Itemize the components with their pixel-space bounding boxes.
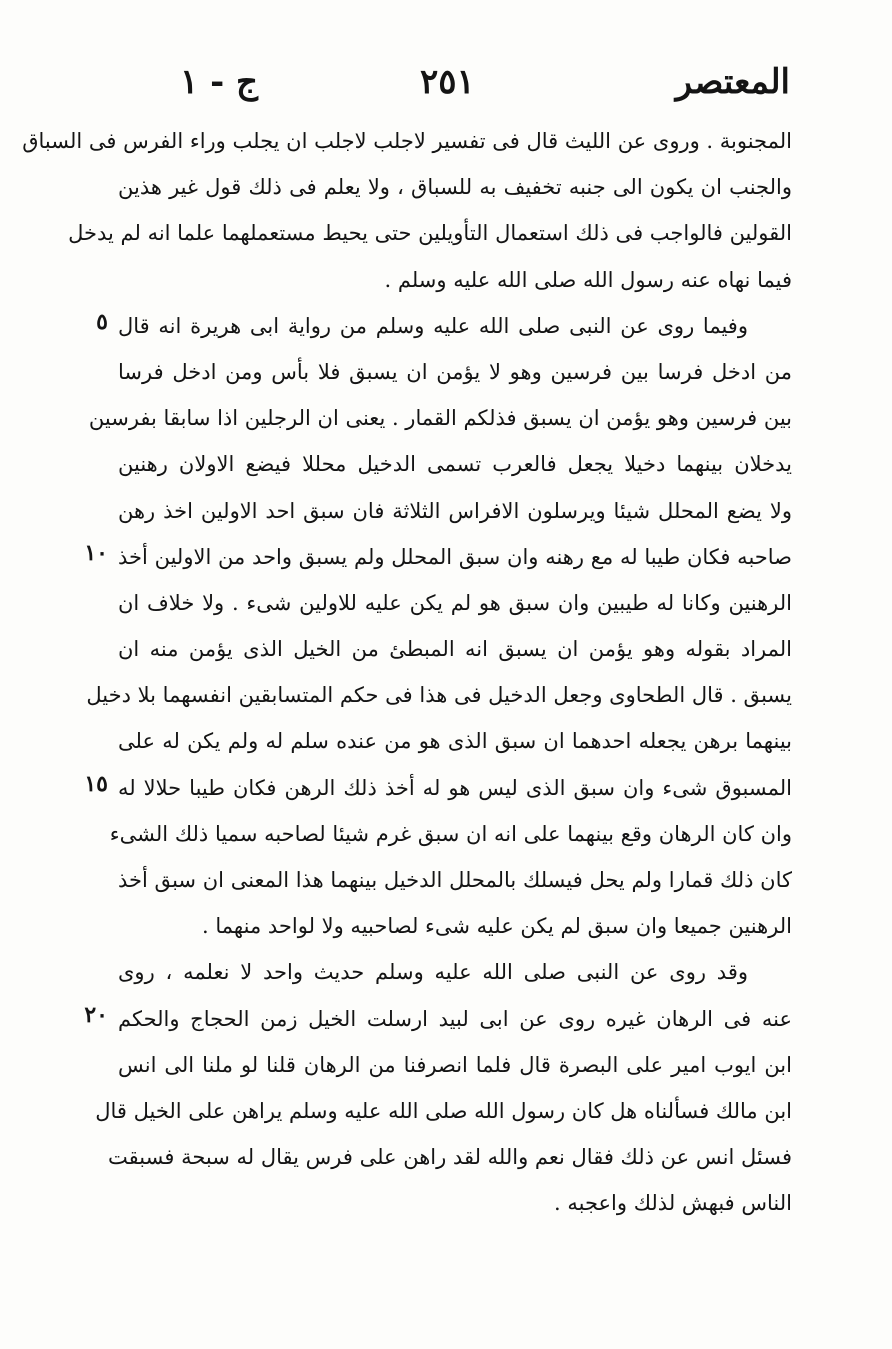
text-line: المسبوق شىء وان سبق الذى ليس هو له أخذ ذلك الرهن فكان طيبا حلالا له bbox=[118, 775, 792, 800]
text-line: كان ذلك قمارا ولم يحل فيسلك بالمحلل الدخيل بينهما هذا المعنى ان سبق أخذ bbox=[118, 868, 792, 892]
text-line: المراد بقوله وهو يؤمن ان يسبق انه المبطئ من الخيل الذى يؤمن منه ان bbox=[118, 637, 792, 662]
text-line: فسئل انس عن ذلك فقال نعم والله لقد راهن على فرس يقال له سبحة فسبقت bbox=[108, 1145, 792, 1170]
text-line: بين فرسين وهو يؤمن ان يسبق فذلكم القمار . يعنى ان الرجلين اذا سابقا بفرسين bbox=[88, 406, 792, 431]
text-line: والجنب ان يكون الى جنبه تخفيف به للسباق ، ولا يعلم فى ذلك قول غير هذين bbox=[118, 175, 792, 200]
text-line: يسبق . قال الطحاوى وجعل الدخيل فى هذا فى حكم المتسابقين انفسهما بلا دخيل bbox=[86, 683, 792, 708]
text-line: بينهما برهن يجعله احدهما ان سبق الذى هو من عنده سلم له ولم يكن له على bbox=[118, 729, 792, 754]
text-line: ابن مالك فسألناه هل كان رسول الله صلى الله عليه وسلم يراهن على الخيل قال bbox=[95, 1098, 792, 1123]
text-line: فيما نهاه عنه رسول الله صلى الله عليه وسلم . bbox=[384, 267, 792, 292]
margin-line-number: ٢٠ bbox=[84, 1001, 108, 1028]
text-line: عنه فى الرهان غيره روى عن ابى لبيد ارسلت الخيل زمن الحجاج والحكم bbox=[118, 1006, 792, 1031]
book-title: المعتصر bbox=[675, 62, 790, 102]
text-line: صاحبه فكان طيبا له مع رهنه وان سبق المحلل ولم يسبق واحد من الاولين أخذ bbox=[118, 544, 792, 569]
text-line: من ادخل فرسا بين فرسين وهو لا يؤمن ان يسبق فلا بأس ومن ادخل فرسا bbox=[118, 359, 792, 384]
text-line: الناس فبهش لذلك واعجبه . bbox=[554, 1191, 792, 1216]
margin-line-number: ١٥ bbox=[84, 770, 108, 797]
text-line: وفيما روى عن النبى صلى الله عليه وسلم من رواية ابى هريرة انه قال bbox=[118, 313, 748, 338]
text-line: يدخلان بينهما دخيلا يجعل فالعرب تسمى الدخيل محللا فيضع الاولان رهنين bbox=[118, 452, 792, 477]
margin-line-number: ١٠ bbox=[84, 539, 108, 566]
text-line: وقد روى عن النبى صلى الله عليه وسلم حديث واحد لا نعلمه ، روى bbox=[118, 960, 748, 985]
text-line: ابن ايوب امير على البصرة قال فلما انصرفنا من الرهان قلنا لو ملنا الى انس bbox=[118, 1052, 792, 1077]
text-line: ولا يضع المحلل شيئا ويرسلون الافراس الثلاثة فان سبق احد الاولين اخذ رهن bbox=[118, 498, 792, 523]
text-line: وان كان الرهان وقع بينهما على انه ان سبق غرم شيئا لصاحبه سميا ذلك الشىء bbox=[109, 821, 792, 846]
page-header bbox=[150, 62, 790, 112]
text-line: القولين فالواجب فى ذلك استعمال التأويلين حتى يحيط مستعملهما علما انه لم يدخل bbox=[68, 221, 792, 246]
volume-label: ج - ١ bbox=[180, 62, 258, 102]
text-line: الرهنين جميعا وان سبق لم يكن عليه شىء لصاحبيه ولا لواحد منهما . bbox=[202, 914, 792, 939]
page-number: ٢٥١ bbox=[420, 62, 475, 102]
text-line: الرهنين وكانا له طيبين وان سبق هو لم يكن عليه للاولين شىء . ولا خلاف ان bbox=[118, 590, 792, 615]
text-line: المجنوبة . وروى عن الليث قال فى تفسير لاجلب لاجلب ان يجلب وراء الفرس فى السباق bbox=[22, 129, 792, 153]
margin-line-number: ٥ bbox=[96, 308, 108, 335]
